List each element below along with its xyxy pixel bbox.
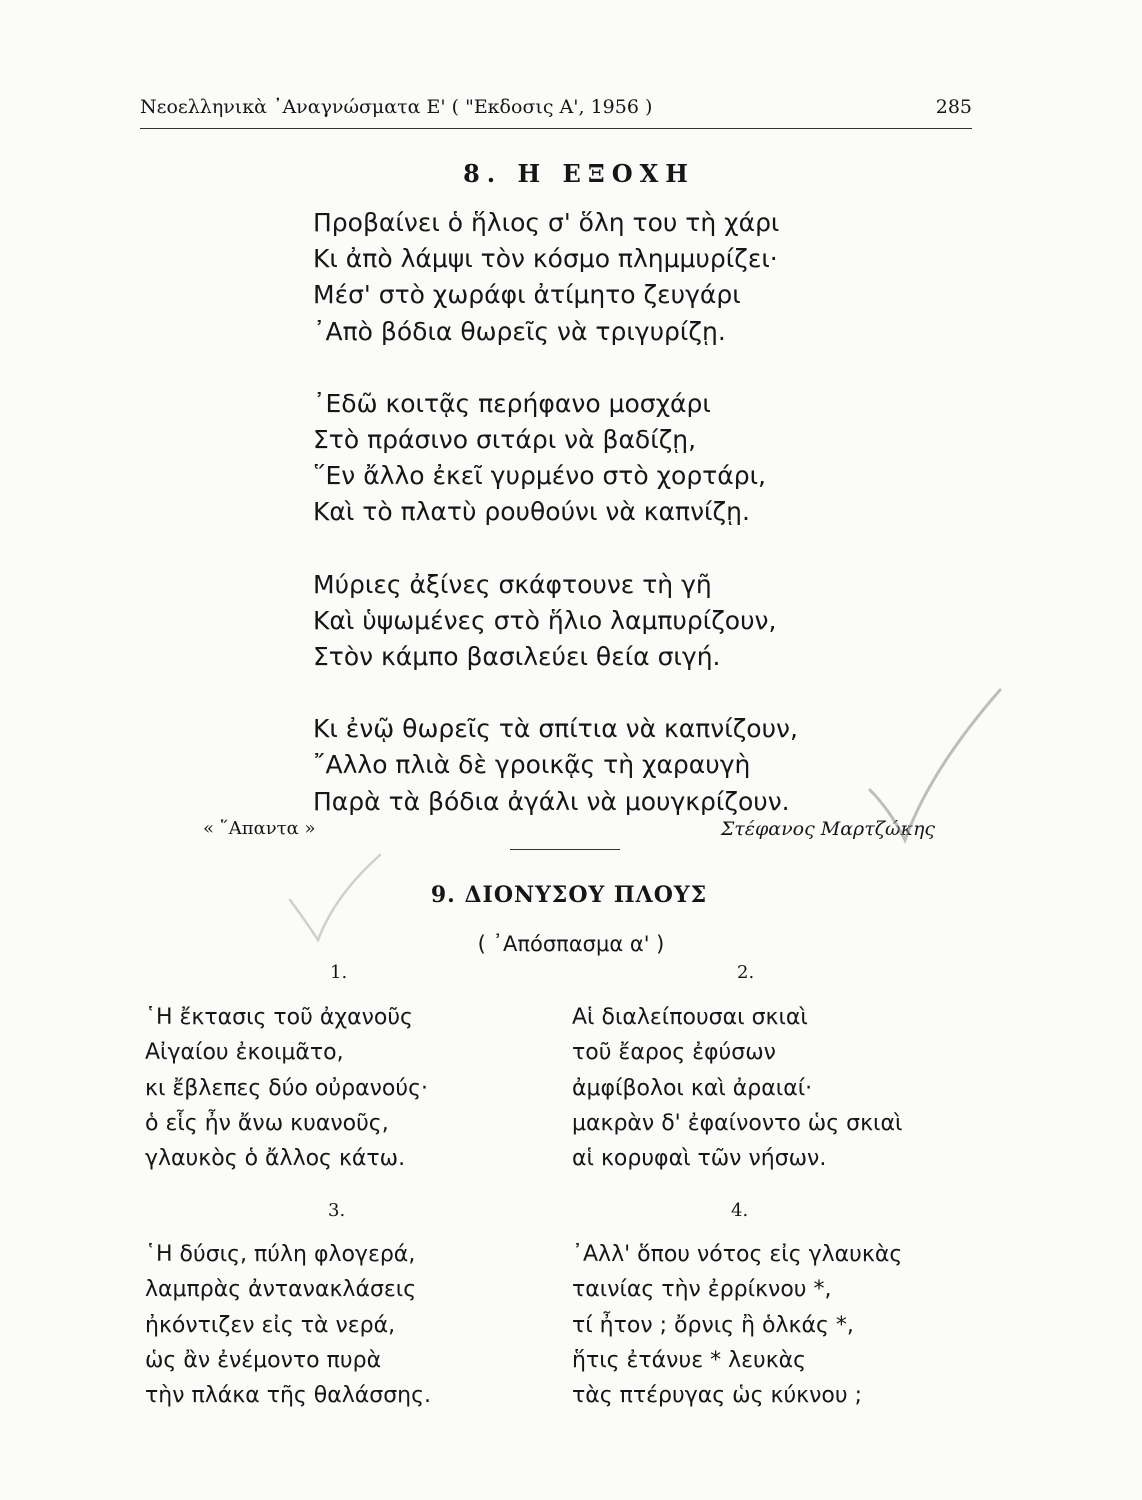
poem-title-dionysou-plous: 9. ΔΙΟΝΥΣΟΥ ΠΛΟΥΣ [430, 882, 708, 908]
verse-line: τὴν πλάκα τῆς θαλάσσης. [145, 1383, 432, 1409]
poem-title-exochi: 8. Η ΕΞΟΧΗ [463, 159, 695, 188]
part-number: 3. [328, 1200, 346, 1221]
verse-line: Αἱ διαλείπουσαι σκιαὶ [572, 1005, 808, 1030]
verse-line: Αἰγαίου ἐκοιμᾶτο, [145, 1040, 344, 1066]
verse-line: Μύριες ἀξίνες σκάφτουνε τὴ γῆ [313, 569, 712, 599]
verse-line: κι ἔβλεπες δύο οὐρανούς· [145, 1075, 428, 1101]
verse-line: ῞Εν ἄλλο ἐκεῖ γυρμένο στὸ χορτάρι, [313, 461, 766, 491]
verse-part-2 [572, 1000, 902, 1176]
page-number: 285 [935, 96, 972, 118]
verse-line: Κι ἀπὸ λάμψι τὸν κόσμο πλημμυρίζει· [313, 244, 778, 274]
verse-line: ἠκόντιζεν εἰς τὰ νερά, [145, 1312, 396, 1338]
verse-line: ῾Η δύσις, πύλη φλογερά, [145, 1242, 416, 1267]
verse-line: ῾Η ἔκτασις τοῦ ἀχανοῦς [145, 1005, 413, 1030]
poem-exochi [313, 205, 798, 856]
part-number: 1. [330, 962, 348, 983]
verse-line: τοῦ ἔαρος ἐφύσων [572, 1040, 776, 1066]
verse-line: Καὶ τὸ πλατὺ ρουθούνι νὰ καπνίζῃ. [313, 497, 750, 527]
verse-line: λαμπρὰς ἀντανακλάσεις [145, 1277, 417, 1303]
verse-line: τὰς πτέρυγας ὡς κύκνου ; [572, 1383, 863, 1409]
header-rule [140, 128, 972, 129]
verse-line: ὡς ἂν ἐνέμοντο πυρὰ [145, 1347, 382, 1373]
section-divider [510, 849, 620, 850]
verse-line: Στὸν κάμπο βασιλεύει θεία σιγή. [313, 642, 721, 672]
verse-line: Στὸ πράσινο σιτάρι νὰ βαδίζῃ, [313, 425, 697, 455]
verse-line: ὁ εἷς ἦν ἄνω κυανοῦς, [145, 1110, 389, 1136]
verse-line: Καὶ ὑψωμένες στὸ ἥλιο λαμπυρίζουν, [313, 605, 777, 635]
verse-line: ἀμφίβολοι καὶ ἀραιαί· [572, 1075, 813, 1101]
verse-part-3 [145, 1237, 431, 1413]
verse-line: αἱ κορυφαὶ τῶν νήσων. [572, 1146, 827, 1172]
verse-line: γλαυκὸς ὁ ἄλλος κάτω. [145, 1146, 406, 1172]
stanza [313, 567, 798, 676]
verse-line: τί ἦτον ; ὄρνις ἢ ὁλκάς *, [572, 1312, 854, 1338]
verse-line: ᾿Αλλ' ὅπου νότος εἰς γλαυκὰς [572, 1242, 903, 1267]
stanza [313, 711, 798, 820]
source-note: « ῞Απαντα » [203, 818, 316, 839]
part-number: 4. [731, 1200, 749, 1221]
verse-part-4 [572, 1237, 902, 1413]
stanza [313, 205, 798, 350]
book-title: Νεοελληνικὰ ᾿Αναγνώσματα Ε' ( "Εκδοσις Α', 1956 ) [140, 96, 653, 118]
verse-line: Μέσ' στὸ χωράφι ἀτίμητο ζευγάρι [313, 280, 741, 310]
verse-line: ᾿Απὸ βόδια θωρεῖς νὰ τριγυρίζῃ. [313, 316, 726, 346]
verse-line: ῎Αλλο πλιὰ δὲ γροικᾷς τὴ χαραυγὴ [313, 750, 751, 780]
verse-line: μακρὰν δ' ἐφαίνοντο ὡς σκιαὶ [572, 1110, 903, 1136]
verse-part-1 [145, 1000, 428, 1176]
verse-line: ταινίας τὴν ἐρρίκνου *, [572, 1277, 832, 1303]
verse-line: ᾿Εδῶ κοιτᾷς περήφανο μοσχάρι [313, 388, 711, 418]
stanza [313, 386, 798, 531]
verse-line: Κι ἐνῷ θωρεῖς τὰ σπίτια νὰ καπνίζουν, [313, 714, 798, 744]
verse-line: Παρὰ τὰ βόδια ἀγάλι νὰ μουγκρίζουν. [313, 786, 790, 816]
author-name: Στέφανος Μαρτζώκης [720, 818, 935, 840]
part-number: 2. [737, 962, 755, 983]
verse-line: ἥτις ἐτάνυε * λευκὰς [572, 1347, 807, 1373]
verse-line: Προβαίνει ὁ ἥλιος σ' ὅλη του τὴ χάρι [313, 208, 780, 237]
poem-subtitle: ( ᾿Απόσπασμα α' ) [477, 932, 665, 956]
